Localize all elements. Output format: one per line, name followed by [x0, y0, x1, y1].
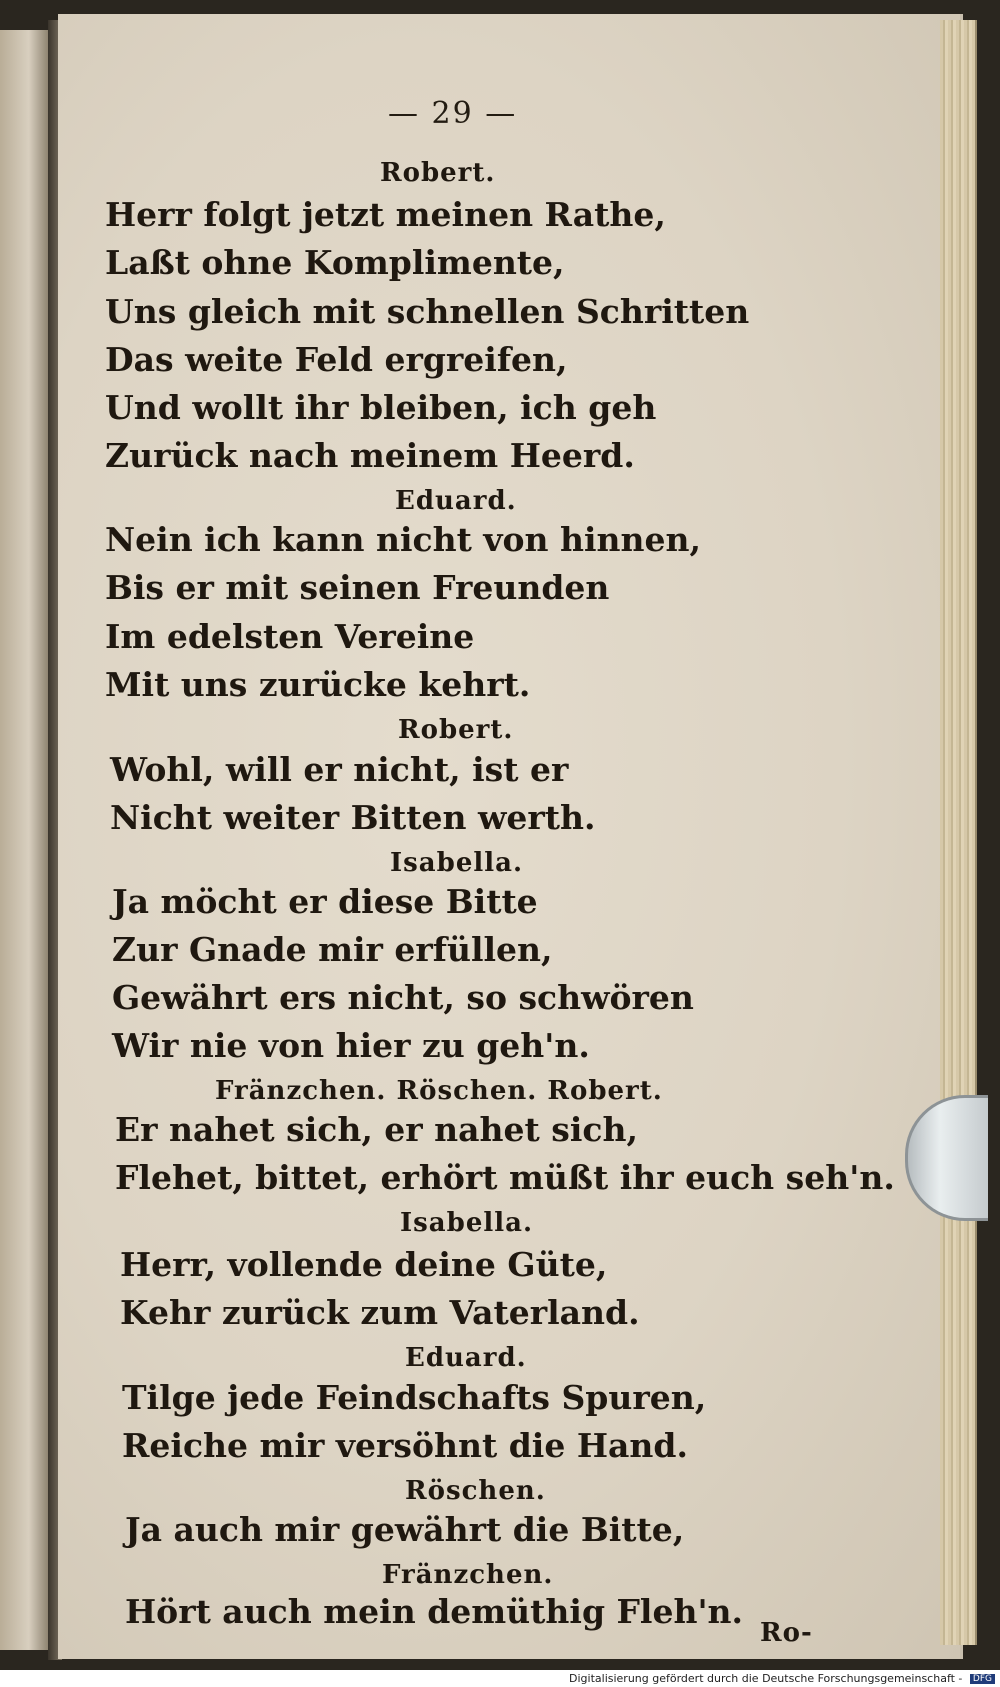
- verse-line: Wir nie von hier zu geh'n.: [112, 1026, 590, 1065]
- page-edges: [940, 20, 977, 1645]
- verse-line: Kehr zurück zum Vaterland.: [120, 1293, 640, 1332]
- verse-line: Herr, vollende deine Güte,: [120, 1245, 608, 1284]
- verse-line: Zur Gnade mir erfüllen,: [112, 930, 553, 969]
- speaker-name: Isabella.: [390, 848, 524, 878]
- dfg-logo-icon: DFG: [970, 1674, 995, 1684]
- verse-line: Hört auch mein demüthig Fleh'n.: [125, 1592, 744, 1631]
- verse-line: Wohl, will er nicht, ist er: [110, 750, 569, 789]
- left-page-edge: [0, 30, 50, 1650]
- page-number: 29: [431, 96, 474, 131]
- page-number-dash-right-icon: —: [485, 96, 518, 131]
- verse-line: Laßt ohne Komplimente,: [105, 243, 565, 282]
- verse-line: Nicht weiter Bitten werth.: [110, 798, 596, 837]
- digitization-credit: [0, 1672, 995, 1687]
- verse-line: Bis er mit seinen Freunden: [105, 568, 610, 607]
- credit-text: Digitalisierung gefördert durch die Deutsche Forschungsgemeinschaft -: [569, 1672, 963, 1685]
- speaker-name: Isabella.: [400, 1208, 534, 1238]
- verse-line: Nein ich kann nicht von hinnen,: [105, 520, 702, 559]
- catchword: Ro-: [760, 1618, 813, 1648]
- verse-line: Ja möcht er diese Bitte: [112, 882, 538, 921]
- verse-line: Reiche mir versöhnt die Hand.: [122, 1426, 688, 1465]
- verse-line: Und wollt ihr bleiben, ich geh: [105, 388, 657, 427]
- verse-line: Zurück nach meinem Heerd.: [105, 436, 635, 475]
- verse-line: Er nahet sich, er nahet sich,: [115, 1110, 638, 1149]
- verse-line: Gewährt ers nicht, so schwören: [112, 978, 694, 1017]
- speaker-names: Fränzchen. Röschen. Robert.: [215, 1076, 663, 1106]
- verse-line: Mit uns zurücke kehrt.: [105, 665, 531, 704]
- verse-line: Im edelsten Vereine: [105, 617, 475, 656]
- page-number-dash-left-icon: —: [388, 96, 420, 131]
- speaker-name: Robert.: [398, 715, 514, 745]
- speaker-name: Eduard.: [395, 486, 517, 516]
- speaker-name: Fränzchen.: [382, 1560, 554, 1590]
- speaker-name: Eduard.: [405, 1343, 527, 1373]
- speaker-name: Röschen.: [405, 1476, 546, 1506]
- page-number-row: [388, 96, 517, 131]
- speaker-name: Robert.: [380, 158, 496, 188]
- verse-line: Herr folgt jetzt meinen Rathe,: [105, 195, 666, 234]
- verse-line: Ja auch mir gewährt die Bitte,: [125, 1510, 685, 1549]
- verse-line: Das weite Feld ergreifen,: [105, 340, 568, 379]
- verse-line: Uns gleich mit schnellen Schritten: [105, 292, 750, 331]
- verse-line: Flehet, bittet, erhört müßt ihr euch seh'n.: [115, 1158, 895, 1197]
- verse-line: Tilge jede Feindschafts Spuren,: [122, 1378, 707, 1417]
